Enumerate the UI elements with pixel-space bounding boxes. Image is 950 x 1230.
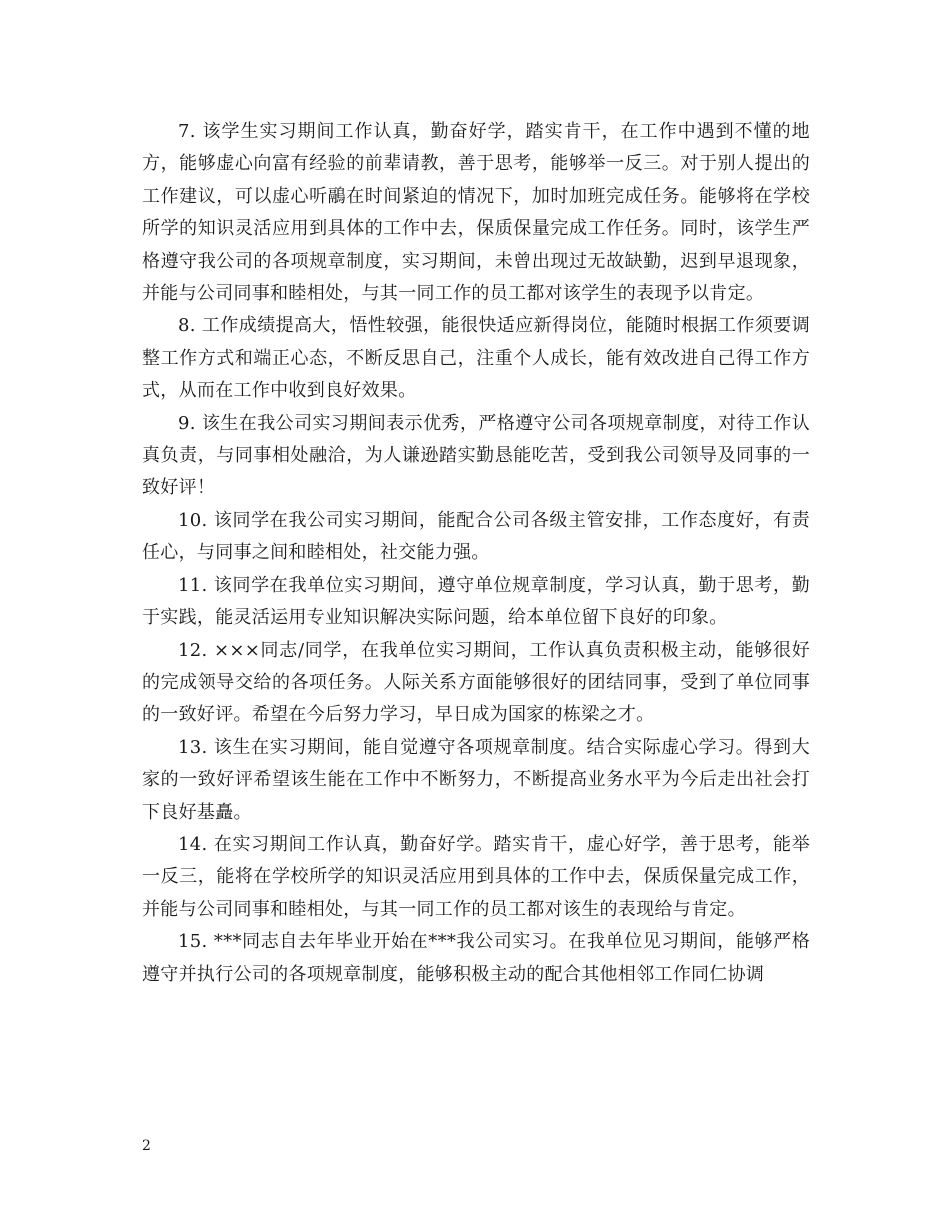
paragraph-12: 12. ×××同志/同学，在我单位实习期间，工作认真负责积极主动，能够很好的完成领导交给的各项任务。人际关系方面能够很好的团结同事，受到了单位同事的一致好评。希望在今后努力学习，早日成为国家的栋梁之才。 — [142, 639, 810, 726]
paragraph-8: 8. 工作成绩提高大，悟性较强，能很快适应新得岗位，能随时根据工作须要调整工作方式和端正心态，不断反思自己，注重个人成长，能有效改进自己得工作方式，从而在工作中收到良好效果。 — [142, 315, 810, 402]
paragraph-9: 9. 该生在我公司实习期间表示优秀，严格遵守公司各项规章制度，对待工作认真负责，与同事相处融洽，为人谦逊踏实勤恳能吃苦，受到我公司领导及同事的一致好评！ — [142, 412, 810, 499]
paragraph-7: 7. 该学生实习期间工作认真，勤奋好学，踏实肯干，在工作中遇到不懂的地方，能够虚心向富有经验的前辈请教，善于思考，能够举一反三。对于别人提出的工作建议，可以虚心听鷊在时间紧迫的情况下，加时加班完成任务。能够将在学校所学的知识灵活应用到具体的工作中去，保质保量完成工作任务。同时，该学生严格遵守我公司的各项规章制度，实习期间，未曾出现过无故缺勤，迟到早退现象，并能与公司同事和睦相处，与其一同工作的员工都对该学生的表现予以肯定。 — [142, 121, 810, 305]
document-body — [142, 116, 810, 991]
paragraph-15: 15. ***同志自去年毕业开始在***我公司实习。在我单位见习期间，能够严格遵守并执行公司的各项规章制度，能够积极主动的配合其他相邻工作同仁协调 — [142, 931, 810, 985]
paragraph-10: 10. 该同学在我公司实习期间，能配合公司各级主管安排，工作态度好，有责任心，与同事之间和睦相处，社交能力强。 — [142, 509, 810, 564]
paragraph-13: 13. 该生在实习期间，能自觉遵守各项规章制度。结合实际虚心学习。得到大家的一致好评希望该生能在工作中不断努力，不断提高业务水平为今后走出社会打下良好基矗。 — [142, 736, 810, 823]
paragraph-14: 14. 在实习期间工作认真，勤奋好学。踏实肯干，虚心好学，善于思考，能举一反三，能将在学校所学的知识灵活应用到具体的工作中去，保质保量完成工作，并能与公司同事和睦相处，与其一同工作的员工都对该生的表现给与肯定。 — [142, 833, 810, 920]
paragraph-11: 11. 该同学在我单位实习期间，遵守单位规章制度，学习认真，勤于思考，勤于实践，能灵活运用专业知识解决实际问题，给本单位留下良好的印象。 — [142, 574, 810, 629]
page-number: 2 — [142, 1138, 151, 1154]
